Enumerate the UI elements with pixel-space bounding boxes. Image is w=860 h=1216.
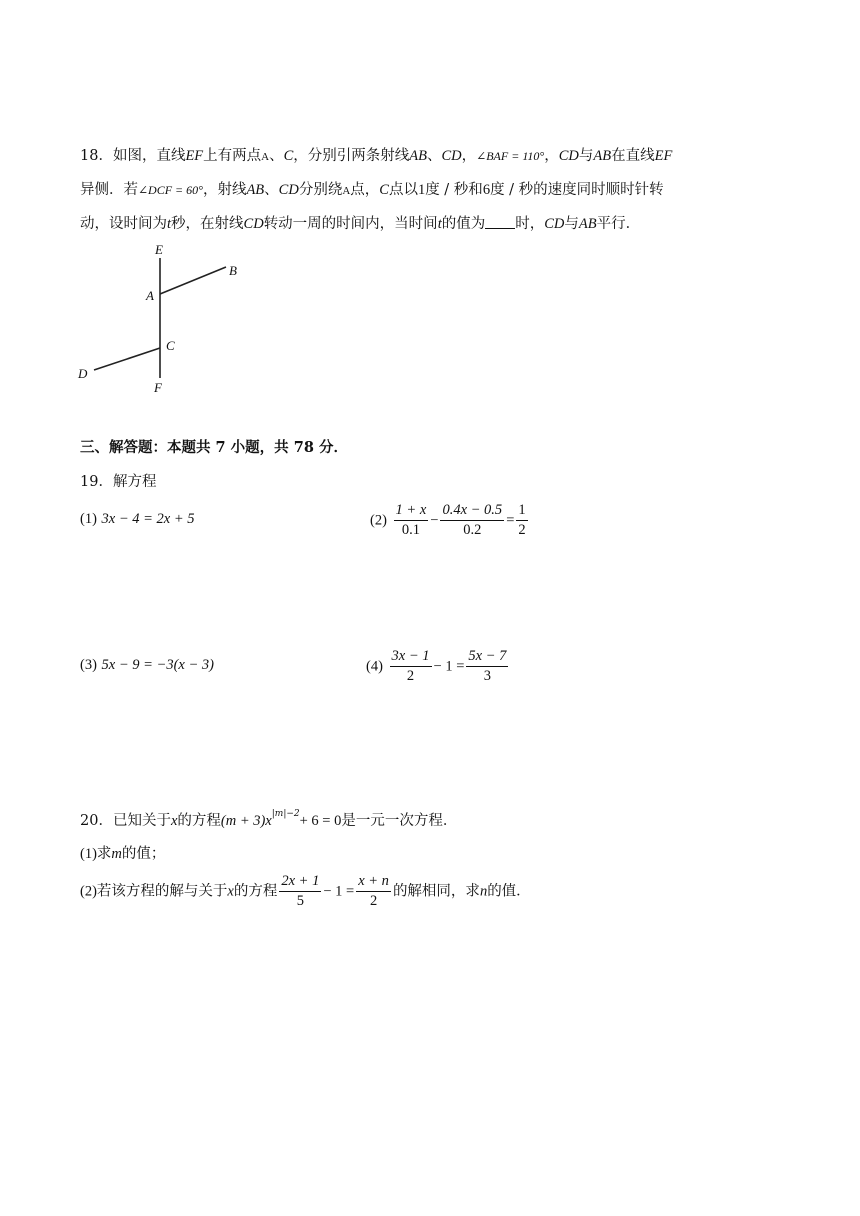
math-C: C	[379, 182, 389, 198]
equation-tail: + 6 = 0	[299, 813, 342, 829]
q19-part-1	[80, 511, 195, 528]
operator: − 1 =	[433, 658, 465, 675]
denominator: 2	[369, 893, 378, 909]
q20-line-1	[80, 804, 457, 831]
q18-text: 转动一周的时间内，当时间	[263, 216, 438, 232]
q18-text: 平行．	[596, 216, 641, 232]
q19-title-text: 解方程	[112, 474, 157, 490]
answer-blank[interactable]	[485, 214, 515, 229]
fraction	[516, 502, 527, 539]
q18-text: ，分别引两条射线	[293, 148, 410, 164]
q18-text: 如图，直线	[112, 148, 186, 164]
fraction	[279, 873, 321, 910]
q18-text: 、	[269, 148, 284, 164]
equation: 3x − 4 = 2x + 5	[101, 511, 195, 527]
q18-text: 在直线	[611, 148, 655, 164]
math-CD: CD	[243, 216, 264, 232]
part-label: (3)	[80, 657, 97, 673]
math-CD: CD	[278, 182, 299, 198]
numerator: 1	[516, 502, 527, 521]
label-E: E	[155, 242, 163, 257]
math-AB: AB	[246, 182, 265, 198]
equation-exponent: |m|−2	[271, 809, 300, 819]
q18-text: 动，设时间为	[80, 216, 167, 232]
equation-base: (m + 3)x	[220, 813, 272, 829]
q18-text: ，	[461, 148, 477, 164]
q20-text: 若该方程的解与关于	[96, 883, 228, 900]
part-label: (1)	[80, 511, 97, 527]
math-t: t	[167, 216, 172, 232]
q18-text: ，	[544, 148, 559, 164]
fraction	[466, 648, 508, 685]
math-rate: 6	[482, 182, 491, 198]
q18-line-3	[80, 214, 640, 234]
denominator: 0.2	[463, 522, 482, 538]
q19-number: 19．	[80, 474, 113, 490]
math-CD: CD	[558, 148, 579, 164]
label-F: F	[154, 380, 162, 395]
operator: =	[506, 512, 515, 529]
part-label: (4)	[366, 658, 383, 675]
q19-part-3	[80, 657, 214, 674]
q18-text: 度 / 秒的速度同时顺时针转	[490, 182, 664, 198]
q20-text: 求	[96, 846, 112, 862]
ray-AB	[160, 267, 226, 294]
equation: 5x − 9 = −3(x − 3)	[101, 657, 214, 673]
q18-text: 上有两点	[203, 148, 262, 164]
math-m: m	[111, 846, 122, 862]
q18-text: 分别绕	[298, 182, 343, 198]
q18-text: ，射线	[202, 182, 247, 198]
q18-text: 点，	[350, 182, 380, 198]
section-3-title: 三、解答题：本题共 7 小题，共 78 分．	[80, 439, 348, 456]
q18-text: 异侧．若	[80, 182, 138, 198]
math-angle-BAF: ∠BAF = 110°	[476, 149, 545, 163]
operator: −	[430, 512, 439, 529]
q18-text: 、	[427, 148, 442, 164]
q20-number: 20．	[80, 813, 113, 829]
q18-text: 度 / 秒和	[425, 182, 483, 198]
q18-text: 、	[264, 182, 279, 198]
q18-text: 点以	[388, 182, 418, 198]
q18-number: 18．	[80, 148, 113, 164]
q19-part-4	[366, 648, 510, 685]
q19-part-2	[370, 502, 530, 539]
fraction	[394, 502, 429, 539]
numerator: x + n	[356, 873, 391, 892]
math-x: x	[170, 813, 178, 829]
math-x: x	[227, 883, 234, 900]
q20-text: 的方程	[233, 883, 278, 900]
part-label: (2)	[80, 883, 97, 900]
denominator: 2	[518, 522, 526, 538]
q20-part-2	[80, 873, 531, 910]
denominator: 2	[406, 668, 415, 684]
q19-title	[80, 472, 156, 492]
math-CD: CD	[441, 148, 462, 164]
q20-text: 已知关于	[112, 813, 171, 829]
denominator: 0.1	[401, 522, 420, 538]
math-EF: EF	[185, 148, 204, 164]
operator: − 1 =	[323, 883, 355, 900]
math-C: C	[283, 148, 294, 164]
math-AB: AB	[409, 148, 428, 164]
label-A: A	[146, 288, 154, 303]
q18-text: 时，	[515, 216, 545, 232]
q18-text: 的值为	[441, 216, 486, 232]
numerator: 5x − 7	[466, 648, 508, 667]
math-t: t	[437, 216, 442, 232]
math-AB: AB	[593, 148, 612, 164]
label-D: D	[78, 366, 88, 381]
q20-text: 的方程	[177, 813, 221, 829]
q18-text: 秒，在射线	[171, 216, 244, 232]
fraction	[390, 648, 432, 685]
fraction	[356, 873, 391, 910]
q20-part-1	[80, 844, 165, 864]
math-n: n	[479, 883, 488, 900]
q18-line-1	[80, 146, 672, 167]
part-label: (1)	[80, 846, 97, 862]
q18-text: 与	[578, 148, 594, 164]
denominator: 3	[483, 668, 491, 684]
math-AB: AB	[578, 216, 597, 232]
label-B: B	[229, 263, 237, 278]
math-A: A	[261, 151, 270, 163]
math-rate: 1	[417, 182, 426, 198]
q20-text: 的解相同，求	[392, 883, 480, 900]
q20-text: 是一元一次方程．	[341, 813, 458, 829]
denominator: 5	[296, 893, 304, 909]
numerator: 1 + x	[394, 502, 429, 521]
label-C: C	[166, 338, 175, 353]
numerator: 0.4x − 0.5	[440, 502, 504, 521]
math-A: A	[342, 185, 351, 197]
q18-text: 与	[564, 216, 579, 232]
q20-text: 的值．	[487, 883, 531, 900]
numerator: 2x + 1	[279, 873, 321, 892]
part-label: (2)	[370, 512, 387, 529]
fraction	[440, 502, 504, 539]
math-angle-DCF: ∠DCF = 60°	[138, 183, 203, 197]
numerator: 3x − 1	[390, 648, 432, 667]
math-CD: CD	[544, 216, 565, 232]
ray-CD	[94, 348, 160, 370]
q18-line-2	[80, 180, 664, 201]
q20-text: 的值；	[121, 846, 166, 862]
q18-figure	[70, 238, 260, 398]
math-EF: EF	[654, 148, 673, 164]
